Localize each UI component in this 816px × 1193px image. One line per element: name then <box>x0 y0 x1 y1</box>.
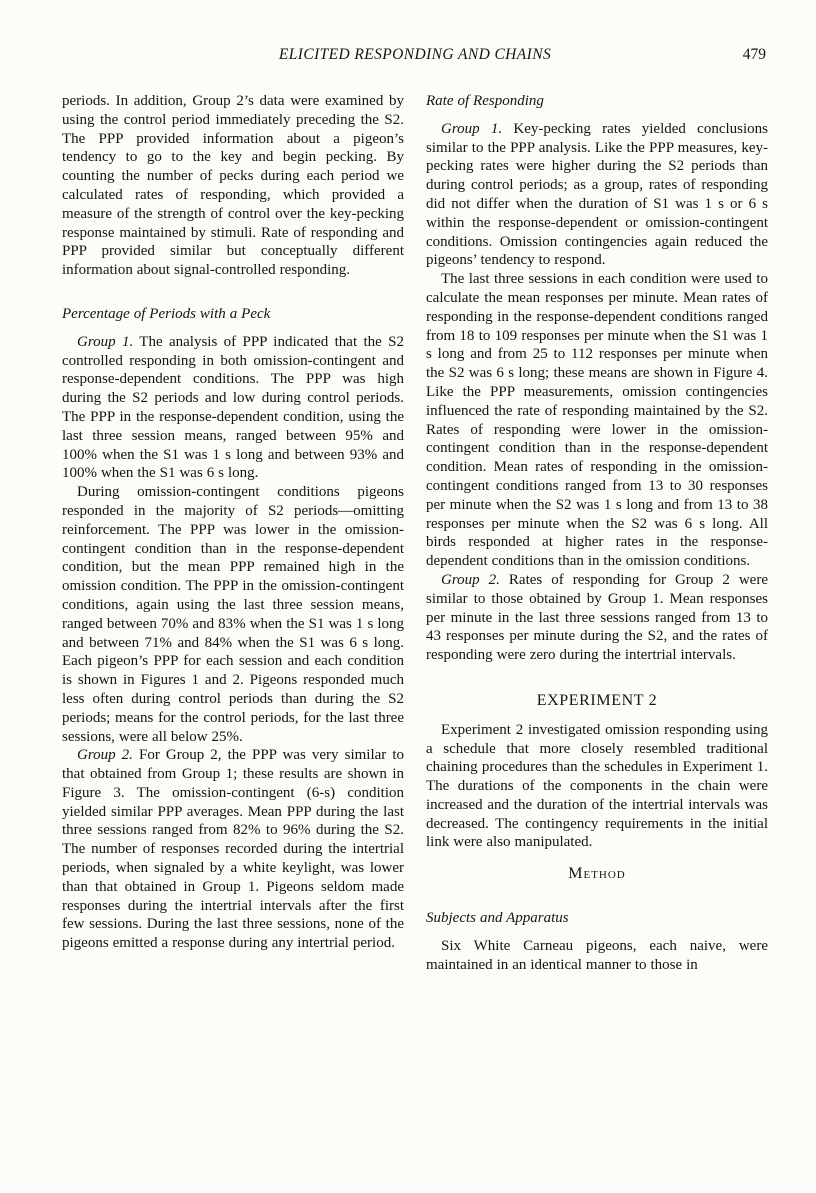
paragraph: Group 2. For Group 2, the PPP was very similar to that obtained from Group 1; these results are shown in Figure 3. The omission-contingent (6-s) condition yielded similar PPP averages. Mean PPP during the last three sessions ranged from 82% to 96% during the S2. The number of responses recorded during the intertrial periods, when signaled by a white keylight, was lower than that obtained in Group 1. Pigeons seldom made responses during the intertrial intervals after the first few sessions. During the last three sessions, none of the pigeons emitted a response during any intertrial period. <box>62 747 404 952</box>
paragraph: Experiment 2 investigated omission responding using a schedule that more closely resembled traditional chaining procedures than the schedules in Experiment 1. The durations of the components in the chain were increased and the duration of the intertrial intervals was decreased. The contingency requirements in the initial link were also manipulated. <box>426 721 768 851</box>
paragraph-lead: Group 1. <box>77 333 134 350</box>
paragraph: During omission-contingent conditions pigeons responded in the majority of S2 periods—omitting reinforcement. The PPP was lower in the omission-contingent condition than in the response-dependent condition, but the mean PPP remained high in the omission condition. The PPP in the omission-contingent conditions, again using the last three session means, ranged between 70% and 83% when the S1 was 1 s long and between 71% and 84% when the S1 was 6 s long. Each pigeon’s PPP for each session and each condition is shown in Figures 1 and 2. Pigeons responded much less often during control periods than during the S2 periods; means for the control periods, for the last three sessions, were all below 25%. <box>62 484 404 745</box>
paragraph: periods. In addition, Group 2’s data were examined by using the control period immediately preceding the S2. The PPP provided information about a pigeon’s tendency to go to the key and begin pecking. By counting the number of pecks during each period we calculated rates of responding, which provided a measure of the strength of control over the key-pecking response maintained by stimuli. Rate of responding and PPP provided similar but conceptually different information about signal-controlled responding. <box>62 93 404 279</box>
two-column-body <box>62 92 768 974</box>
paragraph-lead: Group 2. <box>77 747 133 764</box>
running-head-title: ELICITED RESPONDING AND CHAINS <box>278 46 552 63</box>
section-heading: Subjects and Apparatus <box>426 910 569 927</box>
paragraph: Group 2. Rates of responding for Group 2 were similar to those obtained by Group 1. Mean responses per minute in the last three sessions ranged from 13 to 43 responses per minute during the S2, and the rates of responding were zero during the intertrial intervals. <box>426 571 768 664</box>
paragraph: Six White Carneau pigeons, each naive, were maintained in an identical manner to those in <box>426 937 768 973</box>
section-heading: Rate of Responding <box>426 93 544 109</box>
paragraph: Group 1. The analysis of PPP indicated that the S2 controlled responding in both omission-contingent and response-dependent conditions. The PPP was high during the S2 periods and low during control periods. The PPP in the response-dependent condition, using the last three session means, ranged between 95% and 100% when the S1 was 1 s long and between 93% and 100% when the S1 was 6 s long. <box>62 333 404 482</box>
section-heading: Percentage of Periods with a Peck <box>62 305 271 322</box>
right-column <box>426 92 768 974</box>
paragraph-lead: Group 1. <box>441 120 503 137</box>
page-number: 479 <box>742 46 766 63</box>
experiment-heading: EXPERIMENT 2 <box>536 691 658 709</box>
paragraph: The last three sessions in each condition were used to calculate the mean responses per minute. Mean rates of responding in the response-dependent conditions ranged from 18 to 109 responses per minute when the S1 was 1 s long and from 25 to 112 responses per minute when the S2 was 6 s long; these means are shown in Figure 4. Like the PPP measurements, omission contingencies influenced the rate of responding maintained by the S2. Rates of responding were lower in the omission-contingent condition than in the response-dependent condition. Mean rates of responding in the omission-contingent conditions ranged from 13 to 30 responses per minute when the S2 was 1 s long and from 13 to 38 responses per minute when the S2 was 6 s long. All birds responded at higher rates in the response-dependent conditions than in the omission conditions. <box>426 271 768 570</box>
left-column <box>62 92 404 974</box>
paragraph: Group 1. Key-pecking rates yielded conclusions similar to the PPP analysis. Like the PPP measures, key-pecking rates were higher during the S2 periods than during control periods; as a group, rates of responding did not differ when the duration of S1 was 1 s or 6 s within the response-dependent or omission-contingent conditions. Omission contingencies again reduced the pigeons’ tendency to respond. <box>426 120 768 269</box>
running-header <box>62 46 768 68</box>
paragraph-lead: Group 2. <box>441 571 500 588</box>
method-heading: Method <box>568 865 626 883</box>
